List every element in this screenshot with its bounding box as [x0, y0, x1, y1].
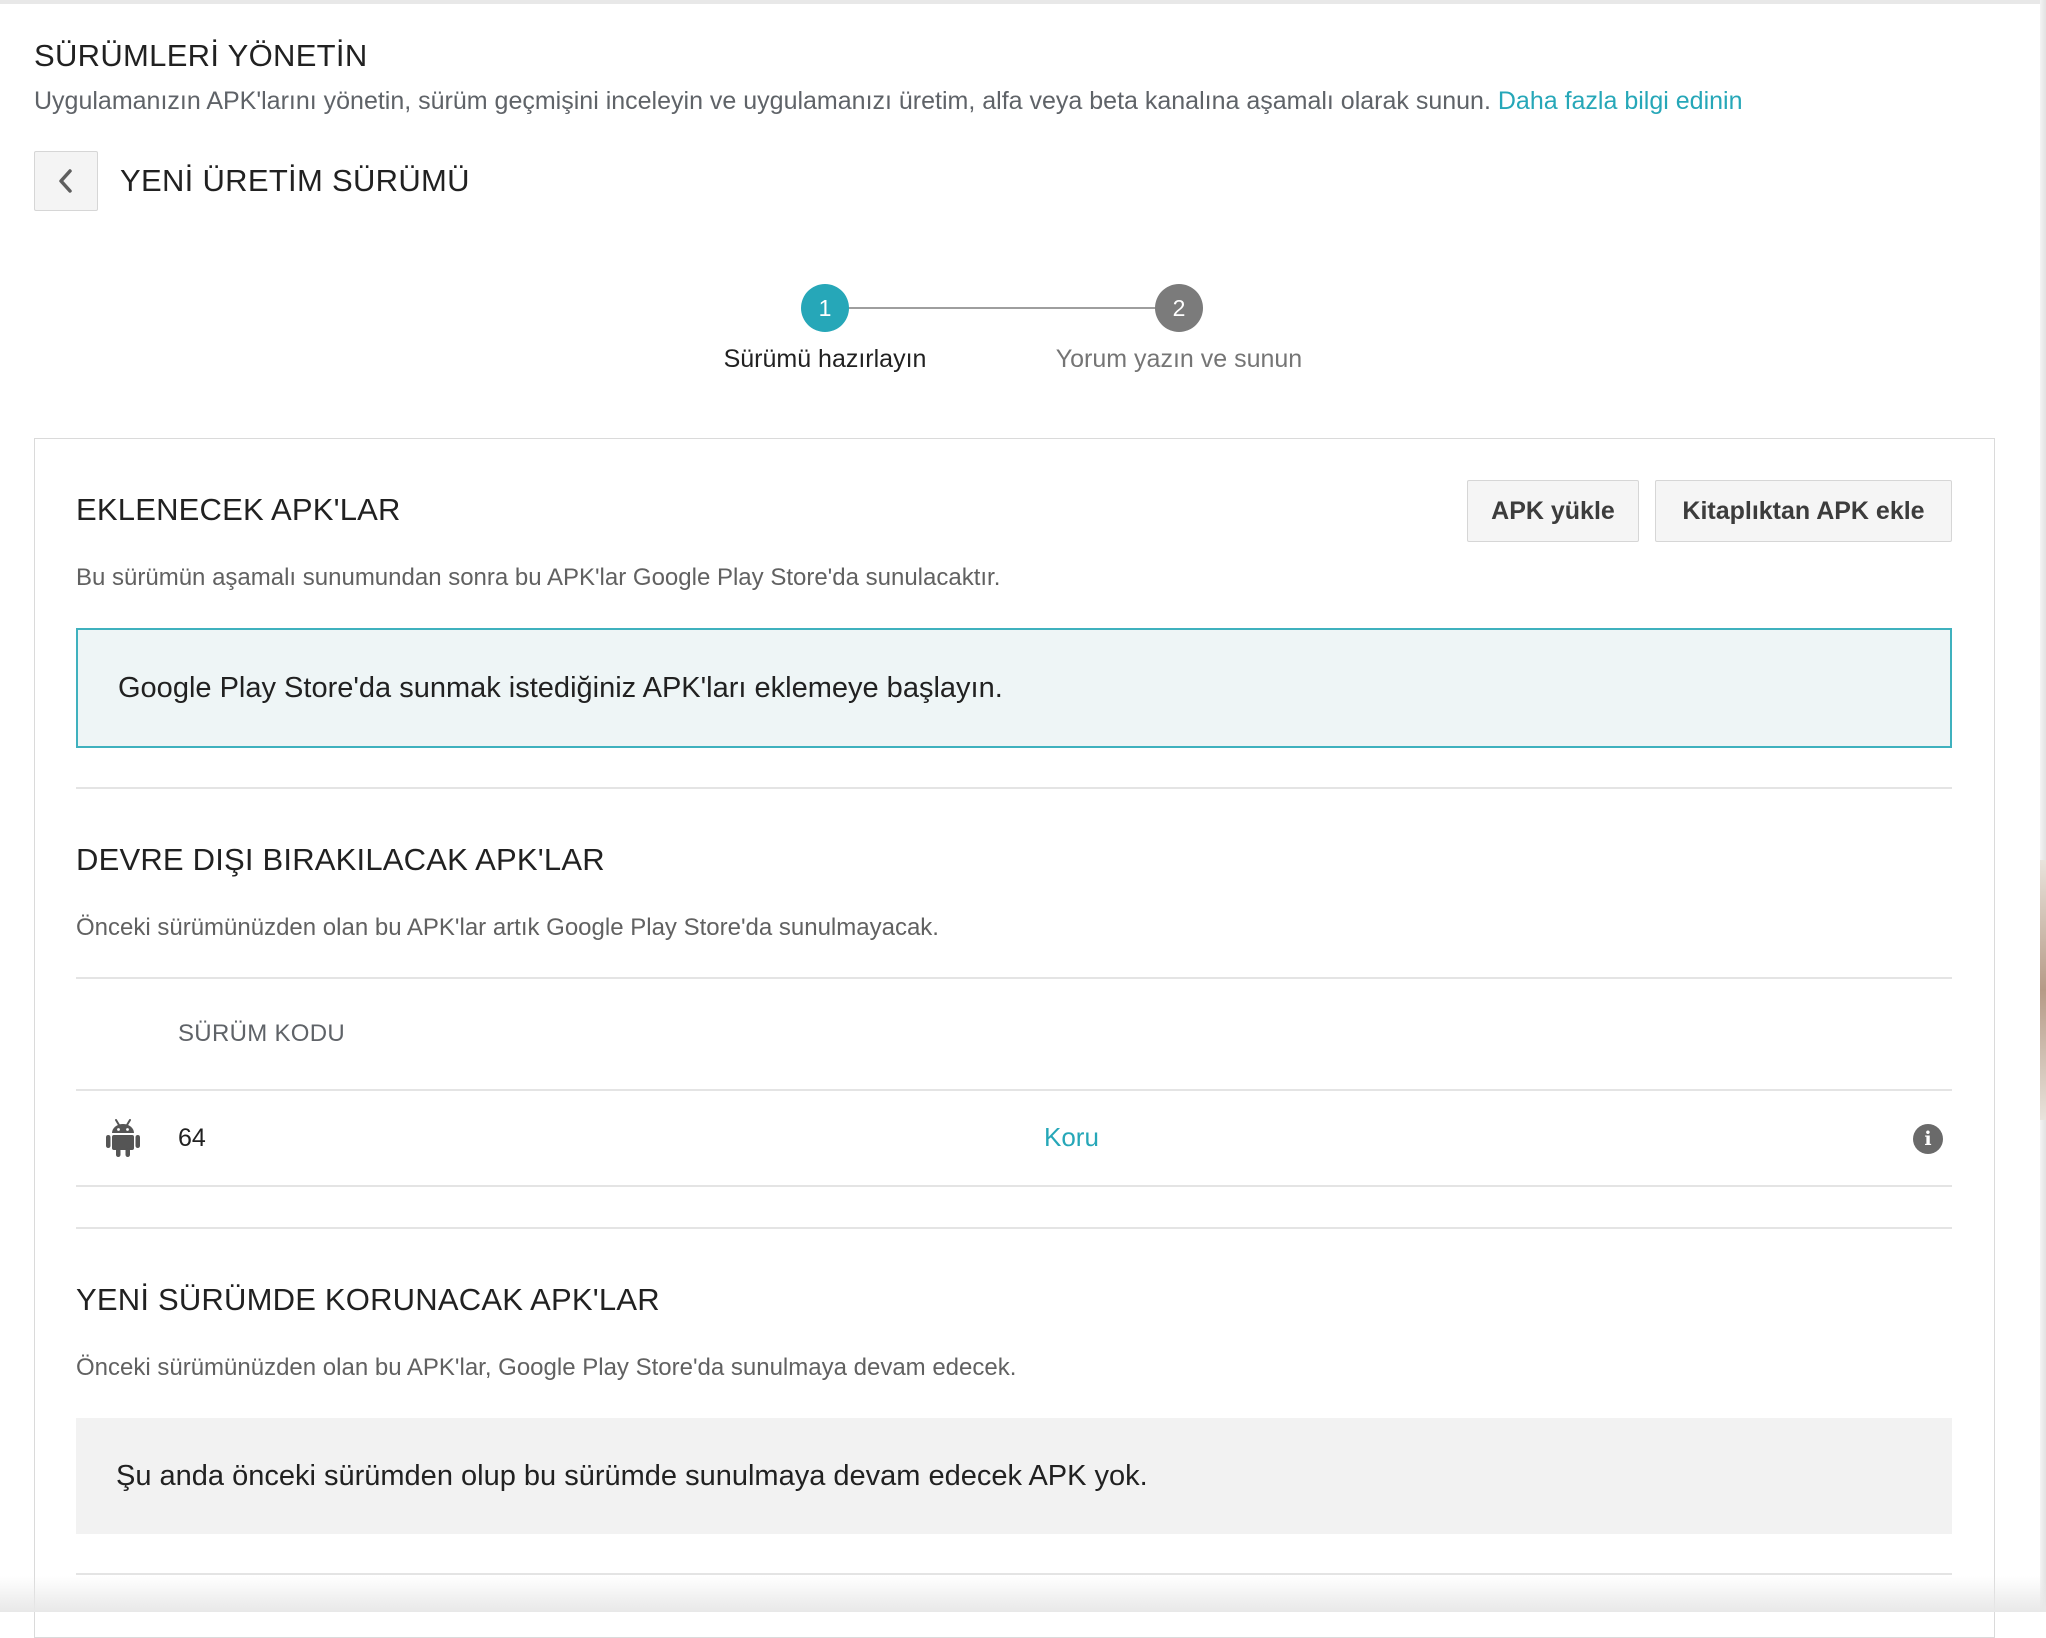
- upload-apk-button[interactable]: APK yükle: [1467, 480, 1639, 542]
- keep-apk-link[interactable]: Koru: [1044, 1122, 1099, 1152]
- release-title: YENİ ÜRETİM SÜRÜMÜ: [120, 163, 470, 198]
- retain-apks-empty-text: Şu anda önceki sürümden olup bu sürümde sunulmaya devam edecek APK yok.: [116, 1459, 1148, 1492]
- table-top-divider: [76, 977, 1952, 979]
- deactivate-apks-title: DEVRE DIŞI BIRAKILACAK APK'LAR: [76, 842, 605, 877]
- add-apks-title: EKLENECEK APK'LAR: [76, 492, 401, 527]
- page-description: [34, 87, 1742, 116]
- step-2-circle: 2: [1155, 284, 1203, 332]
- section-divider: [76, 1573, 1952, 1575]
- info-icon[interactable]: i: [1913, 1124, 1943, 1154]
- step-2-label: Yorum yazın ve sunun: [1055, 345, 1303, 373]
- back-button[interactable]: [34, 151, 98, 211]
- learn-more-link[interactable]: Daha fazla bilgi edinin: [1497, 87, 1743, 115]
- window-edge-accent: [2040, 860, 2046, 1120]
- version-code-column-header: SÜRÜM KODU: [178, 1020, 346, 1047]
- retain-apks-title: YENİ SÜRÜMDE KORUNACAK APK'LAR: [76, 1282, 660, 1317]
- retain-apks-empty-message: [76, 1418, 1952, 1534]
- table-bottom-divider: [76, 1185, 1952, 1187]
- chevron-left-icon: [55, 167, 77, 195]
- section-divider: [76, 1227, 1952, 1229]
- page-title: SÜRÜMLERİ YÖNETİN: [34, 38, 368, 73]
- deactivate-apks-description: Önceki sürümünüzden olan bu APK'lar artık Google Play Store'da sunulmayacak.: [76, 914, 939, 941]
- add-apks-empty-message: [76, 628, 1952, 748]
- step-1-circle: 1: [801, 284, 849, 332]
- add-from-library-button[interactable]: Kitaplıktan APK ekle: [1655, 480, 1952, 542]
- bottom-fade: [0, 1576, 2046, 1612]
- page-description-text: Uygulamanızın APK'larını yönetin, sürüm geçmişini inceleyin ve uygulamanızı üretim, alfa veya beta kanalına aşamalı olarak sunun.: [34, 87, 1491, 115]
- window-edge: [2040, 0, 2046, 1612]
- add-apks-description: Bu sürümün aşamalı sunumundan sonra bu APK'lar Google Play Store'da sunulacaktır.: [76, 564, 1001, 591]
- add-apks-empty-text: Google Play Store'da sunmak istediğiniz APK'ları eklemeye başlayın.: [118, 671, 1003, 704]
- top-border: [0, 0, 2046, 4]
- retain-apks-description: Önceki sürümünüzden olan bu APK'lar, Google Play Store'da sunulmaya devam edecek.: [76, 1354, 1017, 1381]
- version-code-cell: 64: [178, 1124, 206, 1152]
- section-divider: [76, 787, 1952, 789]
- step-1-label: Sürümü hazırlayın: [723, 345, 927, 373]
- table-header-divider: [76, 1089, 1952, 1091]
- stepper-connector: [847, 307, 1157, 309]
- android-icon: [106, 1118, 140, 1158]
